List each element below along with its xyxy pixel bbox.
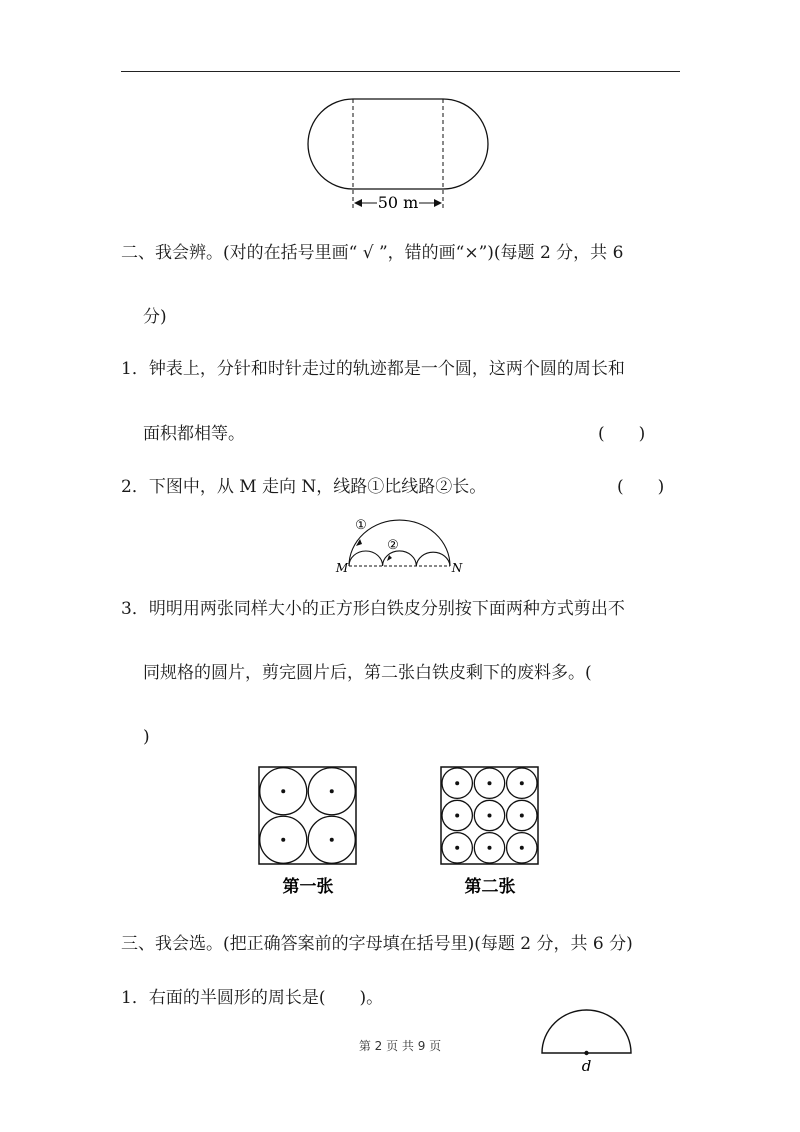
sheet-one-caption: 第一张	[282, 877, 334, 897]
s2-q3-text: 3．明明用两张同样大小的正方形白铁皮分别按下面两种方式剪出不	[121, 599, 625, 619]
diameter-label: d	[581, 1057, 592, 1075]
sheet-one-figure	[258, 766, 358, 898]
routes-figure	[335, 515, 465, 575]
sheet-two-figure	[440, 766, 540, 898]
section2-heading-cont: 分)	[143, 307, 167, 327]
s2-q3-text-close: )	[143, 727, 150, 747]
route2-label: ②	[387, 538, 399, 553]
s2-q1-text: 1．钟表上，分针和时针走过的轨迹都是一个圆，这两个圆的周长和	[121, 359, 625, 379]
section3-heading: 三、我会选。(把正确答案前的字母填在括号里)(每题 2 分，共 6 分)	[121, 934, 633, 954]
page-footer: 第 2 页 共 9 页	[358, 1039, 442, 1053]
header-rule	[121, 71, 680, 72]
s2-q3-text-cont: 同规格的圆片，剪完圆片后，第二张白铁皮剩下的废料多。(	[143, 663, 592, 683]
s3-q1-text: 1．右面的半圆形的周长是( )。	[121, 988, 384, 1008]
section2-heading: 二、我会辨。(对的在括号里画“ √ ”，错的画“×”)(每题 2 分，共 6	[121, 243, 624, 263]
point-m-label: M	[335, 561, 349, 575]
track-length-label: 50 m	[377, 193, 419, 212]
route1-label: ①	[355, 518, 367, 533]
s2-q2-text: 2．下图中，从 M 走向 N，线路①比线路②长。	[121, 477, 487, 497]
track-figure	[307, 96, 493, 214]
sheet-two-caption: 第二张	[464, 877, 516, 897]
s2-q2-answer-blank[interactable]: ( )	[617, 477, 665, 497]
point-n-label: N	[451, 561, 463, 575]
s2-q1-answer-blank[interactable]: ( )	[598, 424, 646, 444]
s2-q1-text-cont: 面积都相等。	[143, 424, 245, 444]
